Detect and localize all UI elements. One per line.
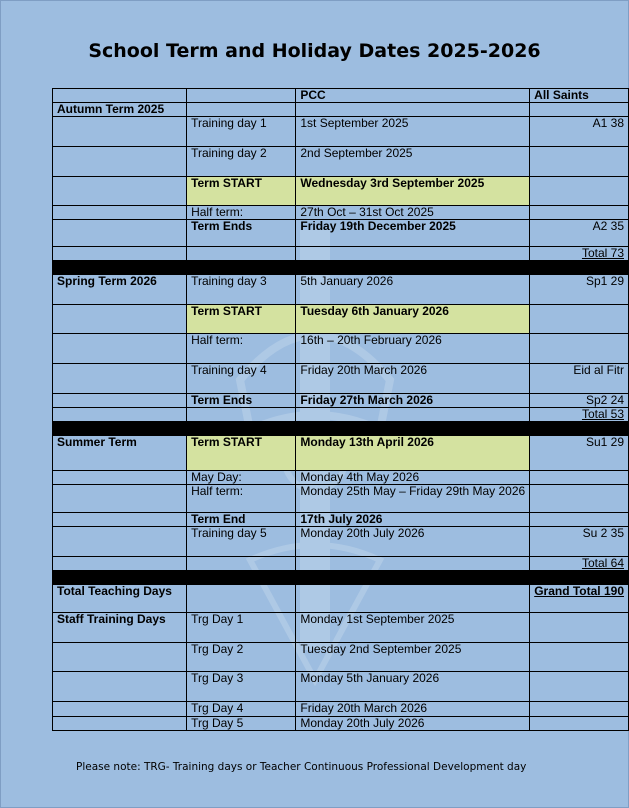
term-name-cell	[53, 247, 187, 261]
event-cell: Trg Day 5	[187, 717, 296, 731]
event-cell: Training day 2	[187, 147, 296, 177]
count-cell: Eid al Fitr	[530, 364, 629, 394]
term-name-cell	[53, 702, 187, 717]
total-value: Total 53	[581, 407, 624, 421]
separator-cell	[296, 261, 530, 275]
date-cell: Monday 25th May – Friday 29th May 2026	[296, 485, 530, 513]
event-cell: Trg Day 4	[187, 702, 296, 717]
count-cell	[530, 334, 629, 364]
date-cell: Monday 1st September 2025	[296, 613, 530, 643]
table-row	[53, 613, 629, 643]
table-row	[53, 408, 629, 422]
table-header-row	[53, 89, 629, 103]
header-cell	[53, 89, 187, 103]
event-cell: Term START	[187, 305, 296, 334]
table-row	[53, 643, 629, 672]
table-row	[53, 117, 629, 147]
separator-cell	[187, 571, 296, 585]
term-name-cell: Summer Term	[53, 436, 187, 471]
term-name-cell	[53, 394, 187, 408]
term-name-cell	[53, 527, 187, 557]
event-cell: Half term:	[187, 334, 296, 364]
date-cell	[296, 585, 530, 613]
total-cell	[530, 557, 629, 571]
term-name-cell	[53, 557, 187, 571]
event-cell: Training day 3	[187, 275, 296, 305]
event-cell	[187, 247, 296, 261]
separator-row	[53, 422, 629, 436]
term-name-cell	[53, 177, 187, 206]
table-row	[53, 717, 629, 731]
term-name-cell: Total Teaching Days	[53, 585, 187, 613]
count-cell: A1 38	[530, 117, 629, 147]
count-cell: Sp1 29	[530, 275, 629, 305]
table-row	[53, 471, 629, 485]
term-name-cell: Autumn Term 2025	[53, 103, 187, 117]
table-row	[53, 206, 629, 220]
term-name-cell	[53, 672, 187, 702]
date-cell	[296, 557, 530, 571]
event-cell: Training day 4	[187, 364, 296, 394]
term-name-cell	[53, 117, 187, 147]
event-cell: Term START	[187, 177, 296, 206]
event-cell: Trg Day 1	[187, 613, 296, 643]
event-cell: Half term:	[187, 485, 296, 513]
separator-cell	[53, 422, 187, 436]
count-cell	[530, 613, 629, 643]
separator-cell	[296, 571, 530, 585]
date-cell: 16th – 20th February 2026	[296, 334, 530, 364]
date-cell: 17th July 2026	[296, 513, 530, 527]
term-name-cell	[53, 471, 187, 485]
term-name-cell	[53, 305, 187, 334]
table-row	[53, 394, 629, 408]
date-cell: Monday 5th January 2026	[296, 672, 530, 702]
table-row	[53, 247, 629, 261]
table-row	[53, 513, 629, 527]
event-cell: Trg Day 3	[187, 672, 296, 702]
date-cell: Friday 19th December 2025	[296, 220, 530, 247]
date-cell: Monday 20th July 2026	[296, 717, 530, 731]
table-row	[53, 557, 629, 571]
event-cell: Training day 5	[187, 527, 296, 557]
event-cell	[187, 585, 296, 613]
date-cell	[296, 103, 530, 117]
table-row	[53, 436, 629, 471]
event-cell: Term End	[187, 513, 296, 527]
term-name-cell	[53, 513, 187, 527]
term-name-cell	[53, 206, 187, 220]
date-cell	[296, 247, 530, 261]
table-row	[53, 305, 629, 334]
separator-cell	[187, 261, 296, 275]
term-name-cell	[53, 334, 187, 364]
footnote: Please note: TRG- Training days or Teacher Continuous Professional Development day	[76, 761, 527, 773]
term-name-cell	[53, 220, 187, 247]
count-cell	[530, 103, 629, 117]
table-row	[53, 147, 629, 177]
term-name-cell	[53, 643, 187, 672]
table-row	[53, 364, 629, 394]
term-name-cell	[53, 485, 187, 513]
date-cell: 27th Oct – 31st Oct 2025	[296, 206, 530, 220]
term-dates-table	[52, 88, 629, 731]
count-cell	[530, 672, 629, 702]
table-row	[53, 220, 629, 247]
date-cell	[296, 408, 530, 422]
count-cell	[530, 702, 629, 717]
table-row	[53, 177, 629, 206]
total-value: Total 64	[581, 556, 624, 570]
term-name-cell	[53, 717, 187, 731]
separator-cell	[530, 422, 629, 436]
table-row	[53, 275, 629, 305]
count-cell	[530, 643, 629, 672]
header-cell	[187, 89, 296, 103]
total-cell	[530, 247, 629, 261]
event-cell: Training day 1	[187, 117, 296, 147]
header-all-saints: All Saints	[530, 89, 629, 103]
table-row	[53, 527, 629, 557]
event-cell	[187, 103, 296, 117]
total-value: Total 73	[581, 246, 624, 260]
event-cell: Half term:	[187, 206, 296, 220]
separator-row	[53, 571, 629, 585]
event-cell: Term Ends	[187, 220, 296, 247]
page-title: School Term and Holiday Dates 2025-2026	[88, 40, 541, 62]
event-cell: Term START	[187, 436, 296, 471]
date-cell: Monday 20th July 2026	[296, 527, 530, 557]
date-cell: Monday 4th May 2026	[296, 471, 530, 485]
term-name-cell: Staff Training Days	[53, 613, 187, 643]
count-cell	[530, 305, 629, 334]
date-cell: Friday 20th March 2026	[296, 702, 530, 717]
count-cell: Su1 29	[530, 436, 629, 471]
separator-cell	[53, 261, 187, 275]
separator-cell	[296, 422, 530, 436]
count-cell: A2 35	[530, 220, 629, 247]
table-row	[53, 672, 629, 702]
term-name-cell	[53, 408, 187, 422]
event-cell: Trg Day 2	[187, 643, 296, 672]
term-name-cell: Spring Term 2026	[53, 275, 187, 305]
separator-cell	[187, 422, 296, 436]
table-row	[53, 485, 629, 513]
event-cell	[187, 557, 296, 571]
count-cell	[530, 177, 629, 206]
event-cell: May Day:	[187, 471, 296, 485]
separator-cell	[53, 571, 187, 585]
event-cell: Term Ends	[187, 394, 296, 408]
count-cell	[530, 485, 629, 513]
date-cell: 1st September 2025	[296, 117, 530, 147]
count-cell: Su 2 35	[530, 527, 629, 557]
header-pcc: PCC	[296, 89, 530, 103]
separator-cell	[530, 261, 629, 275]
table-row	[53, 334, 629, 364]
event-cell	[187, 408, 296, 422]
date-cell: Friday 27th March 2026	[296, 394, 530, 408]
count-cell	[530, 471, 629, 485]
date-cell: 2nd September 2025	[296, 147, 530, 177]
total-cell	[530, 408, 629, 422]
separator-cell	[530, 571, 629, 585]
count-cell: Sp2 24	[530, 394, 629, 408]
count-cell	[530, 206, 629, 220]
date-cell: 5th January 2026	[296, 275, 530, 305]
grand-total-value: Grand Total 190	[534, 584, 624, 598]
grand-total-cell	[530, 585, 629, 613]
date-cell: Wednesday 3rd September 2025	[296, 177, 530, 206]
count-cell	[530, 717, 629, 731]
date-cell: Tuesday 6th January 2026	[296, 305, 530, 334]
date-cell: Friday 20th March 2026	[296, 364, 530, 394]
table-row	[53, 585, 629, 613]
term-name-cell	[53, 364, 187, 394]
table-row	[53, 103, 629, 117]
date-cell: Tuesday 2nd September 2025	[296, 643, 530, 672]
table-row	[53, 702, 629, 717]
term-name-cell	[53, 147, 187, 177]
count-cell	[530, 513, 629, 527]
count-cell	[530, 147, 629, 177]
separator-row	[53, 261, 629, 275]
date-cell: Monday 13th April 2026	[296, 436, 530, 471]
